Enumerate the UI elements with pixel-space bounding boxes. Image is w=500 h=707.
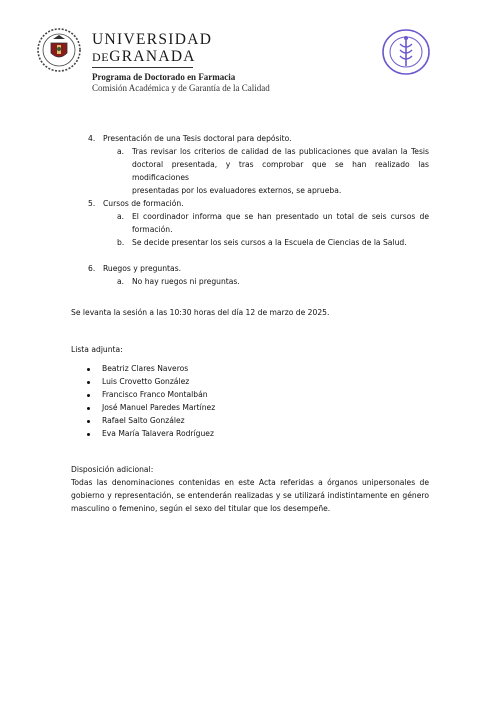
provision-title: Disposición adicional: [71, 465, 154, 474]
provision-line: masculino o femenino, según el sexo del titular que los desempeñe. [71, 504, 331, 513]
subitem-text [132, 145, 429, 197]
subitem-line: doctoral presentada, y tras comprobar que se han realizado las modificaciones [132, 160, 429, 182]
subitem-letter: b. [117, 238, 125, 247]
subitem-text: Se decide presentar los seis cursos a la Escuela de Ciencias de la Salud. [132, 238, 407, 247]
subitem-line: presentadas por los evaluadores externos, se aprueba. [132, 186, 342, 195]
bullet-icon [87, 368, 90, 371]
subitem-letter: a. [117, 212, 125, 221]
closing-statement: Se levanta la sesión a las 10:30 horas del día 12 de marzo de 2025. [71, 308, 330, 317]
provision-text [71, 476, 429, 515]
item-number: 4. [88, 134, 96, 143]
item-number: 6. [88, 264, 96, 273]
item-title: Ruegos y preguntas. [103, 264, 182, 273]
subitem-line: El coordinador informa que se han presentado un total de seis cursos de [132, 212, 429, 221]
provision-line: gobierno y representación, se entenderán realizadas y se utilizará indistintamente en género [71, 491, 429, 500]
attendee-name: Beatriz Clares Naveros [102, 364, 189, 373]
attendee-name: Eva María Talavera Rodríguez [102, 429, 214, 438]
item-number: 5. [88, 199, 96, 208]
university-name-line1: UNIVERSIDAD [92, 31, 213, 48]
subitem-line: formación. [132, 225, 173, 234]
subitem-text: No hay ruegos ni preguntas. [132, 277, 240, 286]
university-seal-icon [36, 27, 82, 73]
subitem-line: Tras revisar los criterios de calidad de las publicaciones que avalan la Tesis [132, 147, 429, 156]
subitem-letter: a. [117, 147, 125, 156]
university-de: DE [92, 50, 110, 64]
bullet-icon [87, 407, 90, 410]
subitem-letter: a. [117, 277, 125, 286]
attendee-name: Francisco Franco Montalbán [102, 390, 208, 399]
attendee-name: Rafael Salto González [102, 416, 185, 425]
program-title: Programa de Doctorado en Farmacia [92, 72, 236, 82]
commission-title: Comisión Académica y de Garantía de la Calidad [92, 83, 270, 93]
faculty-logo-icon [381, 28, 431, 76]
attendee-name: José Manuel Paredes Martínez [102, 403, 216, 412]
bullet-icon [87, 381, 90, 384]
university-name-line2 [92, 48, 196, 66]
bullet-icon [87, 420, 90, 423]
university-granada: GRANADA [109, 48, 196, 65]
item-title: Presentación de una Tesis doctoral para depósito. [103, 134, 292, 143]
attendance-title: Lista adjunta: [71, 345, 123, 354]
attendee-name: Luis Crovetto González [102, 377, 190, 386]
header-rule [92, 67, 193, 68]
bullet-icon [87, 433, 90, 436]
item-title: Cursos de formación. [103, 199, 184, 208]
bullet-icon [87, 394, 90, 397]
provision-line: Todas las denominaciones contenidas en este Acta referidas a órganos unipersonales de [71, 478, 429, 487]
subitem-text [132, 210, 429, 236]
